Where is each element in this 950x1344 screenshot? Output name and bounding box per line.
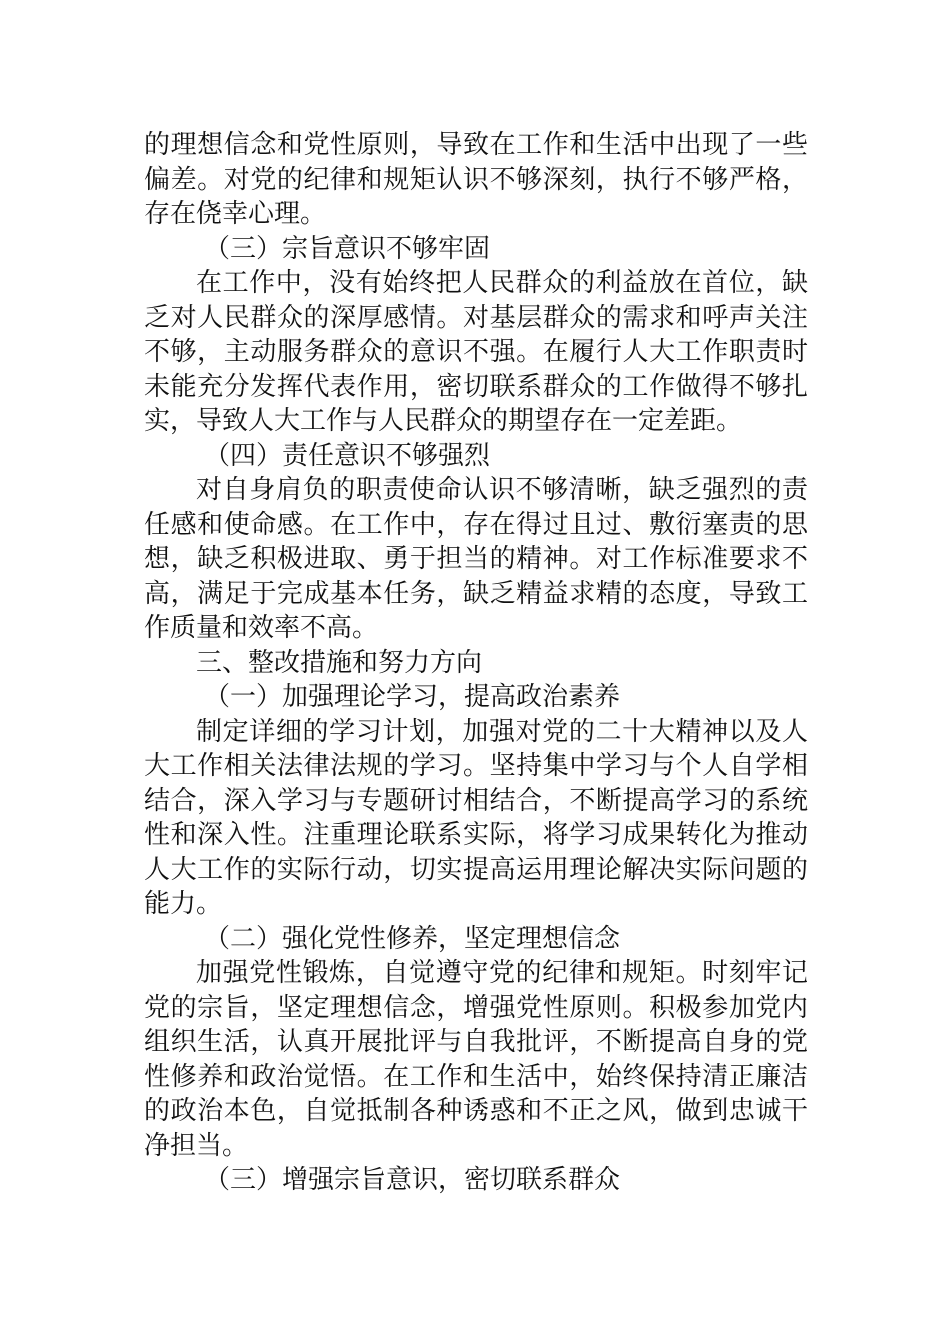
paragraph-party-spirit: 加强党性锻炼，自觉遵守党的纪律和规矩。时刻牢记党的宗旨，坚定理想信念，增强党性原则。积极参加党内组织生活，认真开展批评与自我批评，不断提高自身的党性修养和政治觉悟。在工作和生活中，始终保持清正廉洁的政治本色，自觉抵制各种诱惑和不正之风，做到忠诚干净担当。 (144, 958, 808, 1161)
subheading-theory-study: （一）加强理论学习，提高政治素养 (204, 682, 621, 712)
subheading-party-spirit: （二）强化党性修养，坚定理想信念 (204, 923, 621, 954)
paragraph-responsibility-awareness: 对自身肩负的职责使命认识不够清晰，缺乏强烈的责任感和使命感。在工作中，存在得过且过、敷衍塞责的思想，缺乏积极进取、勇于担当的精神。对工作标准要求不高，满足于完成基本任务，缺乏精益求精的态度，导致工作质量和效率不高。 (144, 475, 808, 643)
subheading-purpose-awareness: （三）宗旨意识不够牢固 (204, 233, 491, 264)
section-heading-rectification: 三、整改措施和努力方向 (196, 647, 483, 678)
paragraph-theory-study: 制定详细的学习计划，加强对党的二十大精神以及人大工作相关法律法规的学习。坚持集中学习与个人自学相结合，深入学习与专题研讨相结合，不断提高学习的系统性和深入性。注重理论联系实际，将学习成果转化为推动人大工作的实际行动，切实提高运用理论解决实际问题的能力。 (144, 716, 808, 919)
document-body (144, 128, 808, 1198)
subheading-contact-masses: （三）增强宗旨意识，密切联系群众 (204, 1165, 621, 1195)
paragraph-continued: 的理想信念和党性原则，导致在工作和生活中出现了一些偏差。对党的纪律和规矩认识不够深刻，执行不够严格，存在侥幸心理。 (144, 130, 808, 229)
subheading-responsibility-awareness: （四）责任意识不够强烈 (204, 440, 491, 471)
paragraph-purpose-awareness: 在工作中，没有始终把人民群众的利益放在首位，缺乏对人民群众的深厚感情。对基层群众的需求和呼声关注不够，主动服务群众的意识不强。在履行人大工作职责时未能充分发挥代表作用，密切联系群众的工作做得不够扎实，导致人大工作与人民群众的期望存在一定差距。 (144, 268, 808, 436)
